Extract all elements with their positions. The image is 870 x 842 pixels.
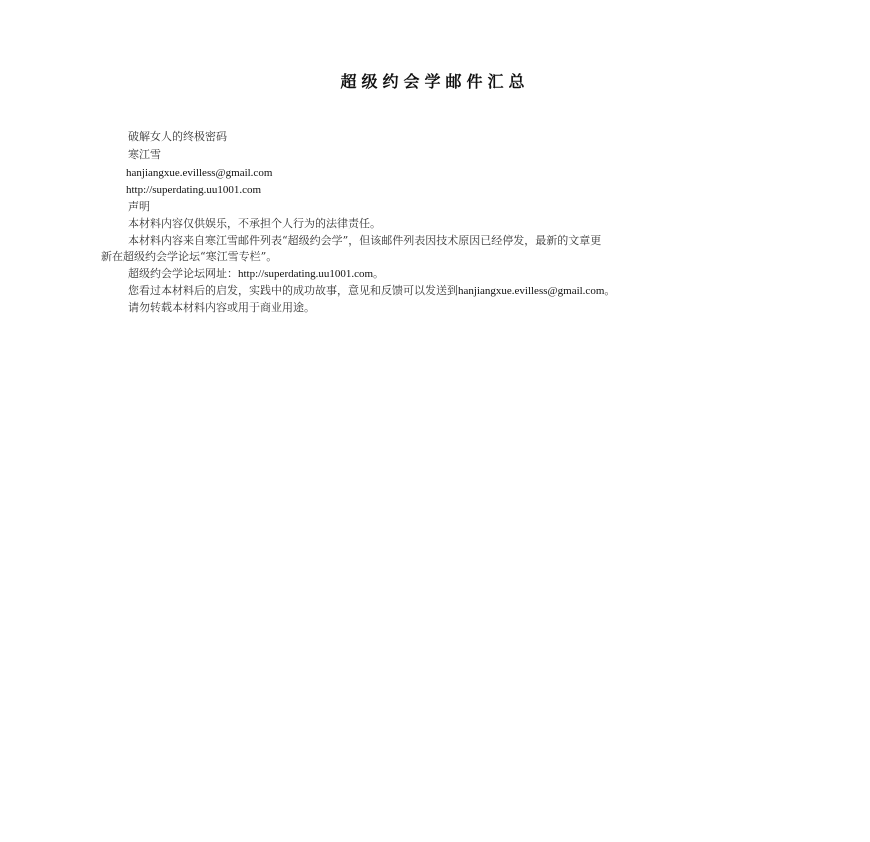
statement-heading: 声明 xyxy=(128,200,150,213)
feedback-suffix: 。 xyxy=(604,284,616,297)
forum-url: http://superdating.uu1001.com xyxy=(238,268,374,280)
statement-line-source: 本材料内容来自寒江雪邮件列表“超级约会学”，但该邮件列表因技术原因已经停发，最新的文章更 xyxy=(128,234,602,247)
statement-line-forum xyxy=(128,267,384,281)
statement-line-source-continued: 新在超级约会学论坛“寒江雪专栏”。 xyxy=(101,250,278,263)
author-name: 寒江雪 xyxy=(128,148,161,161)
document-title: 超级约会学邮件汇总 xyxy=(340,72,530,91)
document-subtitle: 破解女人的终极密码 xyxy=(128,130,227,143)
author-email: hanjiangxue.evilless@gmail.com xyxy=(126,167,273,179)
forum-suffix: 。 xyxy=(373,267,385,280)
statement-line-disclaimer: 本材料内容仅供娱乐，不承担个人行为的法律责任。 xyxy=(128,217,381,230)
statement-line-feedback xyxy=(128,284,615,298)
feedback-email: hanjiangxue.evilless@gmail.com xyxy=(458,285,605,297)
forum-label: 超级约会学论坛网址： xyxy=(128,267,238,280)
statement-line-no-reprint: 请勿转载本材料内容或用于商业用途。 xyxy=(128,301,315,314)
website-url: http://superdating.uu1001.com xyxy=(126,184,262,196)
feedback-label: 您看过本材料后的启发，实践中的成功故事，意见和反馈可以发送到 xyxy=(128,284,458,297)
